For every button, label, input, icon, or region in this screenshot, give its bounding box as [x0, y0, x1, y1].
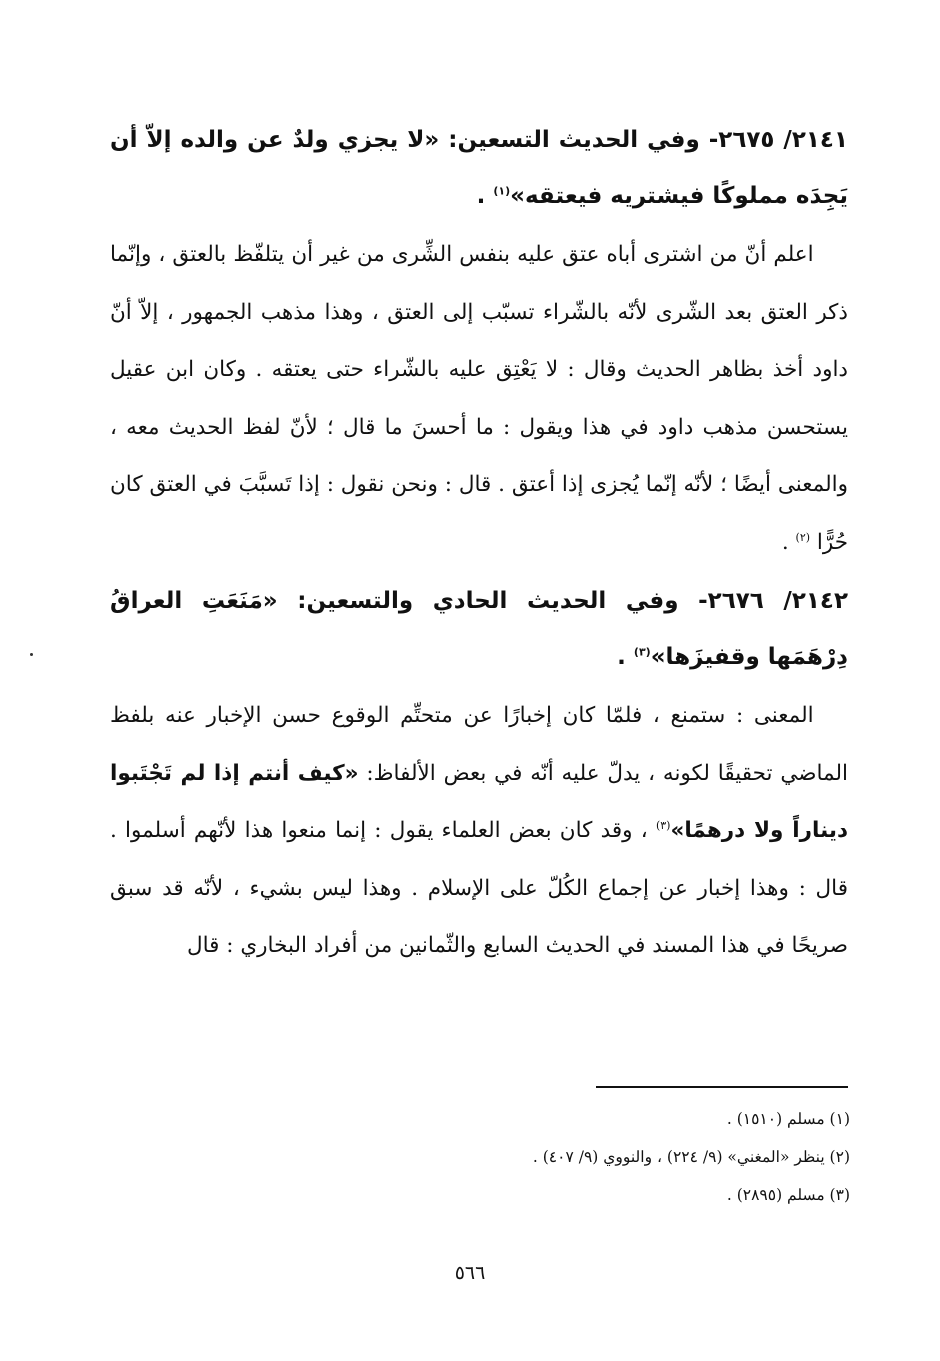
hadith-title: وفي الحديث التسعين: — [439, 127, 700, 153]
paragraph-text: المعنى : ستمنع ، فلمّا كان إخبارًا عن متحتِّم الوقوع حسن الإخبار عنه بلفظ الماضي تحقيقًا لكونه ، يدلّ عليه أنّه في بعض الألفاظ: — [110, 703, 848, 786]
footnote-1: (١) مسلم (١٥١٠) . — [726, 1110, 850, 1128]
commentary-paragraph-2141 — [110, 226, 848, 571]
footnote-3: (٣) مسلم (٢٨٩٥) . — [726, 1186, 850, 1204]
hadith-heading-2141 — [110, 112, 848, 224]
paragraph-text: اعلم أنّ من اشترى أباه عتق عليه بنفس الشِّرى من غير أن يتلفّظ بالعتق ، وإنّما ذكر العتق بعد الشّرى لأنّه بالشّراء تسبّب إلى العتق ، وهذا مذهب الجمهور ، إلاّ أنّ داود أخذ بظاهر الحديث وقال : لا يَعْتِق عليه بالشّراء حتى يعتقه . وكان ابن عقيل يستحسن مذهب داود في هذا ويقول : ما أحسنَ ما قال ؛ لأنّ لفظ الحديث معه ، والمعنى أيضًا ؛ لأنّه إنّما يُجزى إذا أعتق . قال : ونحن نقول : إذا تَسبَّبَ في العتق كان حُرًّا — [110, 242, 848, 555]
paragraph-end: . — [781, 529, 796, 555]
page-number: ٥٦٦ — [454, 1262, 486, 1284]
quoted-hadith-text: «كيف أنتم إذا لم تَجْتَبوا ديناراً ولا درهمًا» — [110, 760, 848, 843]
footnote-marker: (٢) — [795, 530, 811, 544]
paragraph-text: ، وقد كان بعض العلماء يقول : إنما منعوا هذا لأنّهم أسلموا . قال : وهذا إخبار عن إجماع الكُلّ على الإسلام . وهذا ليس بشيء ، لأنّه قد سبق صريحًا في هذا المسند في الحديث السابع والثّمانين من أفراد البخاري : قال — [110, 818, 848, 958]
page-body — [110, 112, 848, 977]
footnote-marker: (٣) — [633, 645, 651, 659]
footnote-marker: (٣) — [655, 818, 671, 832]
heading-end: . — [476, 183, 494, 209]
hadith-title: وفي الحديث الحادي والتسعين: — [277, 588, 679, 614]
footnote-separator — [596, 1086, 848, 1088]
hadith-number: ٢١٤١/ ٢٦٧٥- — [699, 127, 848, 153]
hadith-text: «لا يجزي ولدٌ عن والده إلاّ أن يَجِدَه مملوكًا فيشتريه فيعتقه» — [110, 127, 848, 209]
footnotes — [110, 1100, 850, 1214]
hadith-text: «مَنَعَتِ العراقُ دِرْهَمَها وقفيزَها» — [110, 588, 848, 670]
hadith-heading-2142 — [110, 573, 848, 685]
commentary-paragraph-2142 — [110, 687, 848, 975]
heading-end: . — [617, 644, 634, 670]
hadith-number: ٢١٤٢/ ٢٦٧٦- — [678, 588, 848, 614]
footnote-marker: (١) — [493, 184, 511, 198]
footnote-2: (٢) ينظر «المغني» (٩/ ٢٢٤) ، والنووي (٩/ ٤٠٧) . — [532, 1148, 850, 1166]
scan-speck — [30, 653, 33, 656]
